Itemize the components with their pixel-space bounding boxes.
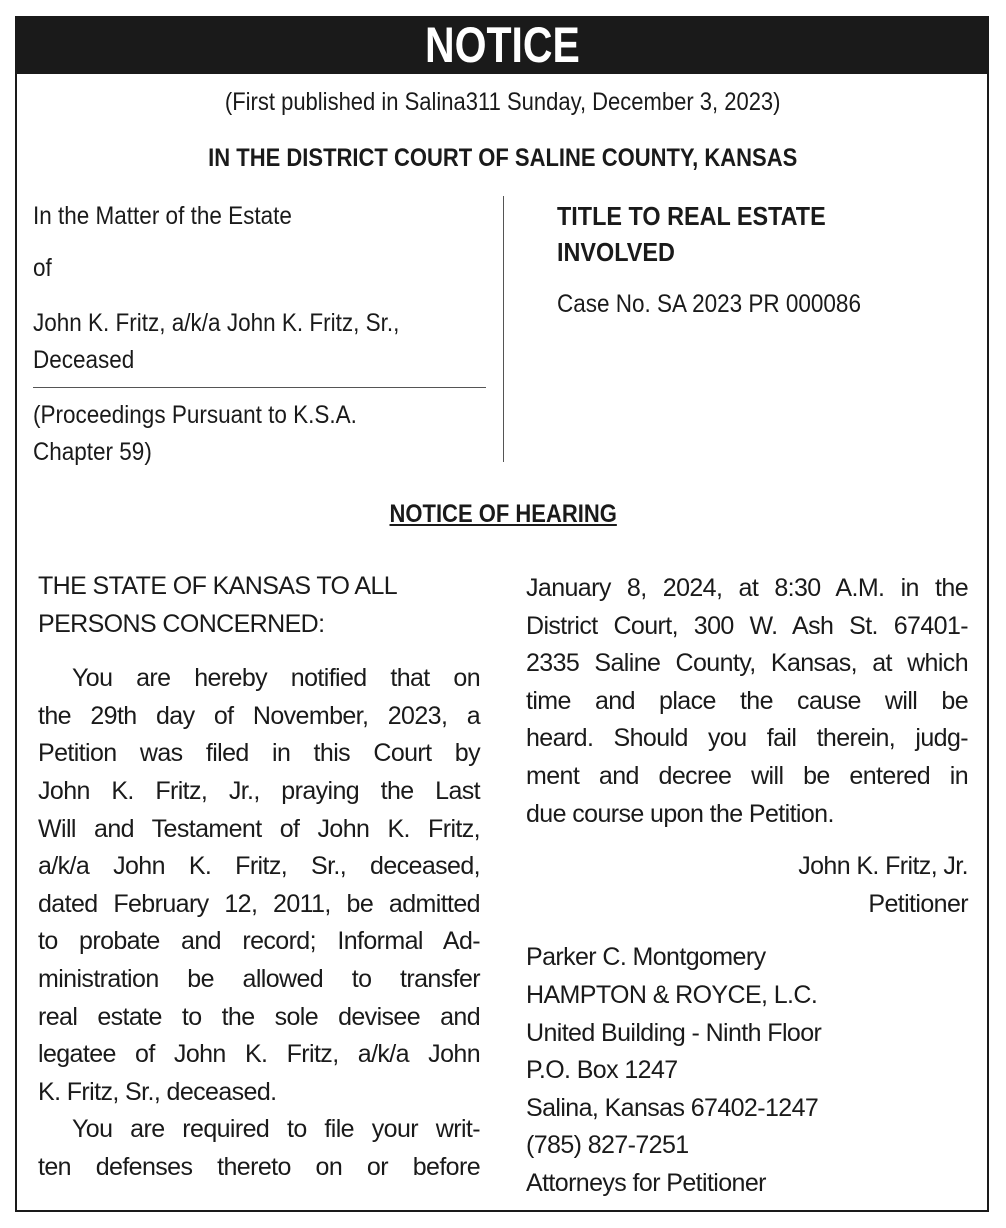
paragraph-defenses bbox=[38, 1111, 480, 1186]
text-line: ministration be allowed to transfer bbox=[38, 964, 480, 993]
text-line: the 29th day of November, 2023, a bbox=[38, 701, 480, 730]
salutation-line1: THE STATE OF KANSAS TO ALL bbox=[38, 572, 398, 600]
notice-of-hearing-title: NOTICE OF HEARING bbox=[389, 500, 617, 528]
caption-estate-line: In the Matter of the Estate bbox=[33, 202, 292, 230]
caption-divider bbox=[33, 387, 486, 388]
caption-proceedings-line2: Chapter 59) bbox=[33, 438, 152, 466]
firm-building: United Building - Ninth Floor bbox=[526, 1018, 822, 1047]
text-line: K. Fritz, Sr., deceased. bbox=[38, 1077, 277, 1106]
text-line: Petition was filed in this Court by bbox=[38, 739, 480, 768]
firm-phone: (785) 827-7251 bbox=[526, 1131, 689, 1160]
case-number: Case No. SA 2023 PR 000086 bbox=[557, 290, 861, 318]
text-line: You are required to file your writ- bbox=[72, 1115, 480, 1144]
petitioner-name: John K. Fritz, Jr. bbox=[798, 852, 968, 881]
text-line: ment and decree will be entered in bbox=[526, 761, 968, 790]
text-line: legatee of John K. Fritz, a/k/a John bbox=[38, 1040, 480, 1069]
court-heading: IN THE DISTRICT COURT OF SALINE COUNTY, KANSAS bbox=[208, 144, 798, 172]
salutation-line2: PERSONS CONCERNED: bbox=[38, 609, 325, 638]
text-line: District Court, 300 W. Ash St. 67401- bbox=[526, 611, 968, 640]
text-line: due course upon the Petition. bbox=[526, 799, 834, 828]
text-line: a/k/a John K. Fritz, Sr., deceased, bbox=[38, 852, 480, 881]
publication-line: (First published in Salina311 Sunday, December 3, 2023) bbox=[225, 88, 781, 116]
caption-deceased: Deceased bbox=[33, 346, 135, 374]
text-line: real estate to the sole devisee and bbox=[38, 1002, 480, 1031]
text-line: John K. Fritz, Jr., praying the Last bbox=[38, 776, 480, 805]
paragraph-hearing-date bbox=[526, 570, 968, 833]
text-line: 2335 Saline County, Kansas, at which bbox=[526, 649, 968, 678]
notice-banner: NOTICE bbox=[15, 16, 989, 74]
caption-of-line: of bbox=[33, 254, 52, 282]
law-firm: HAMPTON & ROYCE, L.C. bbox=[526, 980, 818, 1009]
left-body-column bbox=[38, 568, 480, 1187]
text-line: to probate and record; Informal Ad- bbox=[38, 927, 480, 956]
text-line: January 8, 2024, at 8:30 A.M. in the bbox=[526, 574, 968, 602]
attorney-name: Parker C. Montgomery bbox=[526, 943, 766, 972]
caption-decedent-name: John K. Fritz, a/k/a John K. Fritz, Sr., bbox=[33, 309, 400, 337]
text-line: Will and Testament of John K. Fritz, bbox=[38, 814, 480, 843]
text-line: You are hereby notified that on bbox=[72, 664, 480, 693]
text-line: time and place the cause will be bbox=[526, 686, 968, 715]
text-line: heard. Should you fail therein, judg- bbox=[526, 724, 968, 753]
attorney-block bbox=[526, 939, 968, 1202]
attorneys-for-petitioner: Attorneys for Petitioner bbox=[526, 1168, 766, 1197]
caption-vertical-divider bbox=[503, 196, 504, 462]
firm-city: Salina, Kansas 67402-1247 bbox=[526, 1093, 819, 1122]
caption-proceedings-line1: (Proceedings Pursuant to K.S.A. bbox=[33, 401, 357, 429]
right-body-column bbox=[526, 570, 968, 1203]
firm-po-box: P.O. Box 1247 bbox=[526, 1056, 678, 1085]
text-line: dated February 12, 2011, be admitted bbox=[38, 889, 480, 918]
paragraph-petition bbox=[38, 660, 480, 1111]
petitioner-signature bbox=[526, 848, 968, 923]
title-to-real-estate: TITLE TO REAL ESTATE INVOLVED bbox=[557, 201, 826, 267]
text-line: ten defenses thereto on or before bbox=[38, 1152, 480, 1181]
petitioner-role: Petitioner bbox=[868, 889, 968, 918]
